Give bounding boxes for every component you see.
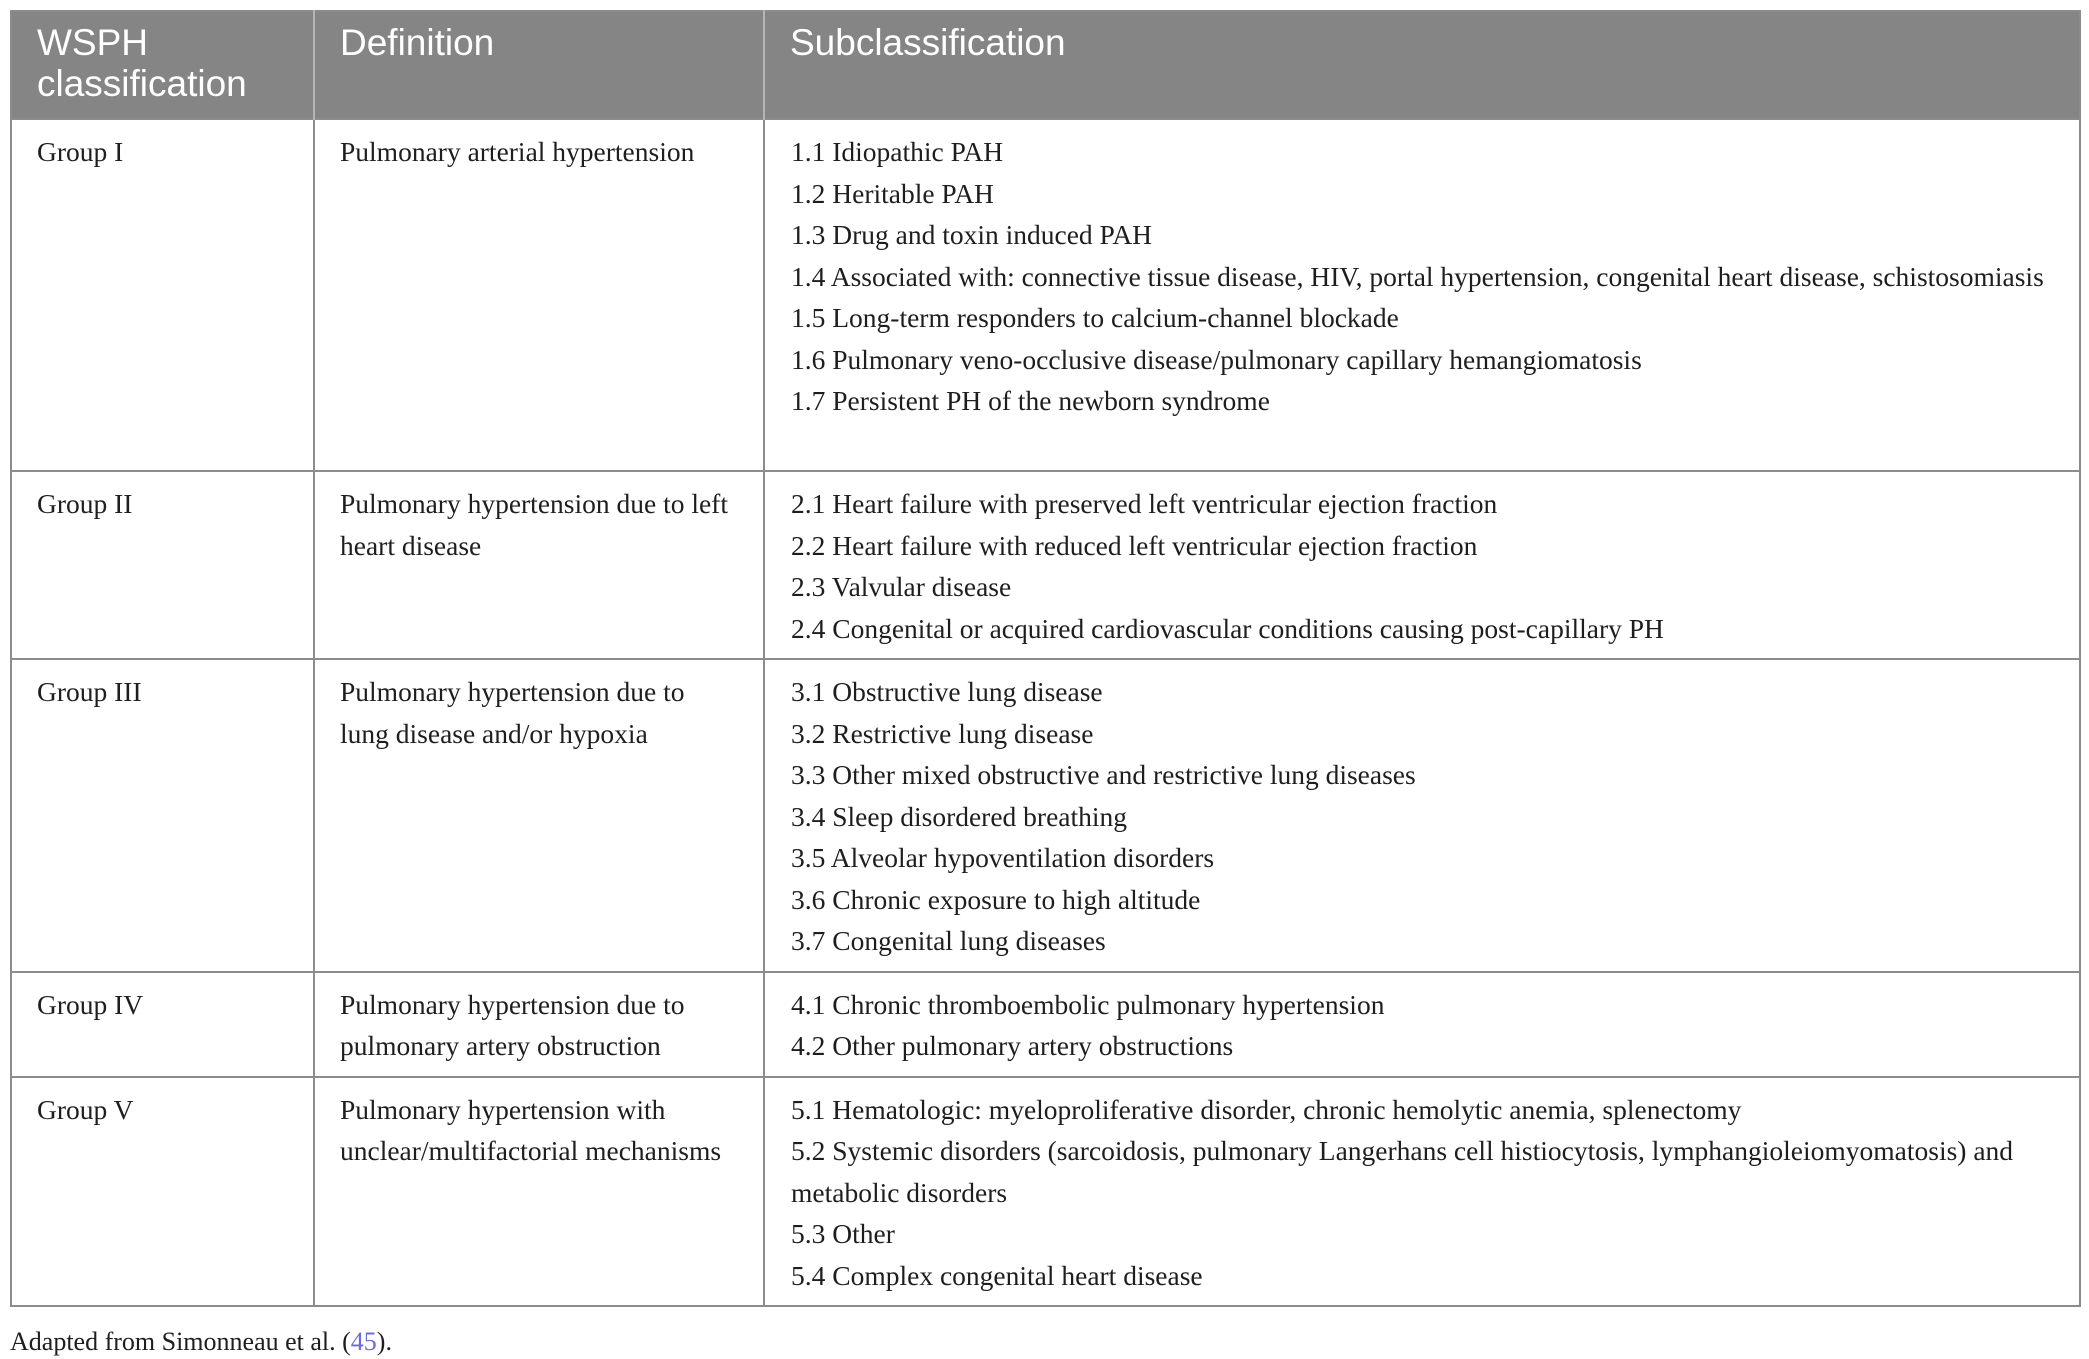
table-row xyxy=(11,972,2080,1077)
group-cell: Group V xyxy=(11,1077,314,1307)
subclassification-item: 3.5 Alveolar hypoventilation disorders xyxy=(791,842,1215,873)
subclassification-item: 5.3 Other xyxy=(791,1218,895,1249)
subclassification-item: 3.6 Chronic exposure to high altitude xyxy=(791,883,1201,915)
definition-cell: Pulmonary arterial hypertension xyxy=(314,119,764,471)
subclassification-item: 2.4 Congenital or acquired cardiovascular conditions causing post-capillary PH xyxy=(791,612,1664,644)
footnote-text-end: ). xyxy=(376,1327,392,1356)
subclassification-item: 2.2 Heart failure with reduced left ventricular ejection fraction xyxy=(791,529,1478,561)
subclassification-cell xyxy=(764,972,2080,1077)
table-row xyxy=(11,471,2080,659)
subclassification-cell xyxy=(764,659,2080,972)
table-row xyxy=(11,1077,2080,1307)
subclassification-item: 5.4 Complex congenital heart disease xyxy=(791,1259,1203,1291)
subclassification-item: 1.1 Idiopathic PAH xyxy=(791,136,1004,167)
subclassification-item: 1.2 Heritable PAH xyxy=(791,177,994,209)
group-cell: Group III xyxy=(11,659,314,972)
wsph-classification-table xyxy=(10,10,2081,1307)
table-row xyxy=(11,119,2080,471)
subclassification-item: 1.4 Associated with: connective tissue disease, HIV, portal hypertension, congenital heart disease, schistosomiasis xyxy=(791,260,2044,292)
subclassification-cell xyxy=(764,471,2080,659)
subclassification-cell xyxy=(764,1077,2080,1307)
reference-link[interactable]: 45 xyxy=(350,1327,377,1356)
subclassification-item: 1.7 Persistent PH of the newborn syndrome xyxy=(791,385,1270,416)
group-cell: Group I xyxy=(11,119,314,471)
subclassification-item: 4.2 Other pulmonary artery obstructions xyxy=(791,1030,1234,1061)
definition-cell: Pulmonary hypertension due to lung disease and/or hypoxia xyxy=(314,659,764,972)
subclassification-item: 3.4 Sleep disordered breathing xyxy=(791,800,1128,832)
subclassification-item: 3.7 Congenital lung diseases xyxy=(791,925,1106,956)
table-body xyxy=(11,119,2080,1306)
header-row xyxy=(11,11,2080,119)
subclassification-item: 1.6 Pulmonary veno-occlusive disease/pulmonary capillary hemangiomatosis xyxy=(791,343,1642,375)
table-row xyxy=(11,659,2080,972)
table-header xyxy=(11,11,2080,119)
definition-cell: Pulmonary hypertension with unclear/multifactorial mechanisms xyxy=(314,1077,764,1307)
subclassification-item: 2.3 Valvular disease xyxy=(791,571,1012,602)
header-definition: Definition xyxy=(314,11,764,119)
subclassification-item: 1.3 Drug and toxin induced PAH xyxy=(791,219,1153,250)
subclassification-item: 5.2 Systemic disorders (sarcoidosis, pulmonary Langerhans cell histiocytosis, lymphangioleiomyomatosis) and metabolic disorders xyxy=(791,1135,2014,1208)
table-footnote xyxy=(10,1325,2079,1359)
subclassification-item: 3.2 Restrictive lung disease xyxy=(791,717,1094,749)
subclassification-item: 1.5 Long-term responders to calcium-channel blockade xyxy=(791,302,1399,333)
subclassification-item: 2.1 Heart failure with preserved left ventricular ejection fraction xyxy=(791,488,1498,519)
subclassification-item: 3.1 Obstructive lung disease xyxy=(791,676,1103,707)
subclassification-item: 5.1 Hematologic: myeloproliferative disorder, chronic hemolytic anemia, splenectomy xyxy=(791,1093,1742,1125)
definition-cell: Pulmonary hypertension due to pulmonary artery obstruction xyxy=(314,972,764,1077)
group-cell: Group II xyxy=(11,471,314,659)
footnote-text: Adapted from Simonneau et al. ( xyxy=(10,1327,351,1356)
definition-cell: Pulmonary hypertension due to left heart disease xyxy=(314,471,764,659)
header-subclassification: Subclassification xyxy=(764,11,2080,119)
table-container xyxy=(10,10,2079,1359)
group-cell: Group IV xyxy=(11,972,314,1077)
subclassification-item: 3.3 Other mixed obstructive and restrictive lung diseases xyxy=(791,759,1416,790)
subclassification-item: 4.1 Chronic thromboembolic pulmonary hypertension xyxy=(791,988,1385,1020)
header-wsph-classification: WSPH classification xyxy=(11,11,314,119)
subclassification-cell xyxy=(764,119,2080,471)
